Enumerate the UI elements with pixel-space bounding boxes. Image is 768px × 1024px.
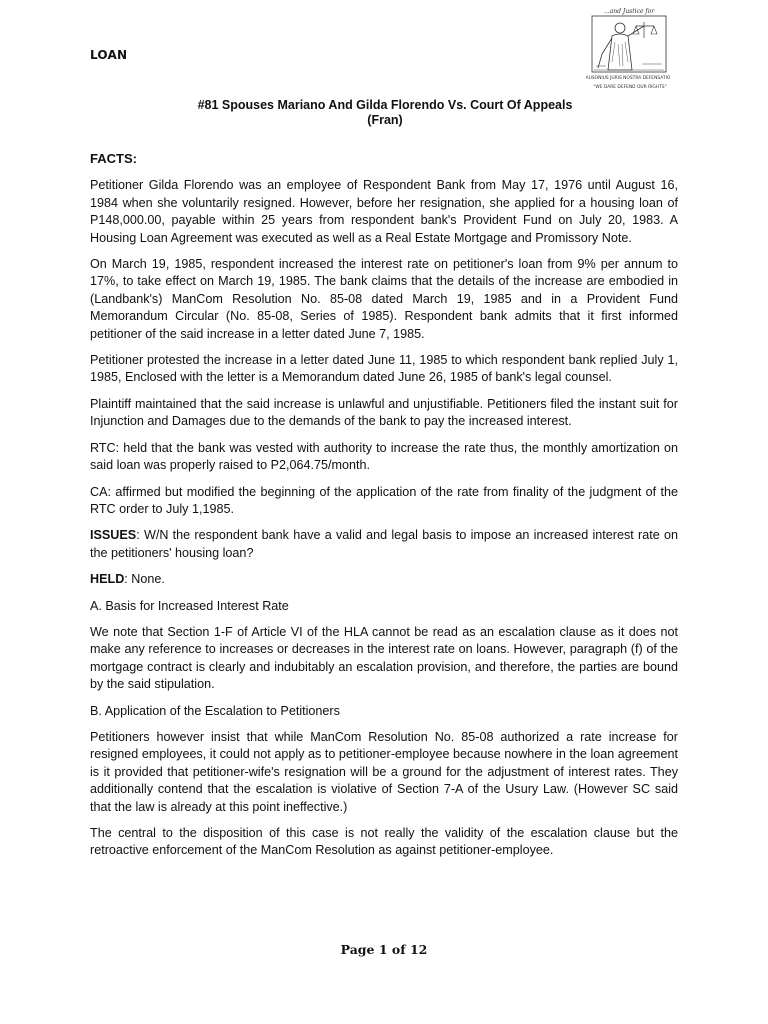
facts-paragraph-2: On March 19, 1985, respondent increased the interest rate on petitioner's loan from 9% per annum to 17%, to take effect on March 19, 1985. The bank claims that the details of the increase are embodied in (Landbank's) ManCom Resolution No. 85-08 dated March 19, 1985 and in a Provident Fund Memorandum Circular (No. 85-08, Series of 1985). Respondent bank admits that it first informed petitioner of the said increase in a letter dated June 7, 1985. xyxy=(90,257,678,341)
document-body xyxy=(90,150,678,869)
closing-paragraph: The central to the disposition of this case is not really the validity of the escalation clause but the retroactive enforcement of the ManCom Resolution as against petitioner-employee. xyxy=(90,826,678,858)
section-b-heading: B. Application of the Escalation to Petitioners xyxy=(90,703,340,718)
facts-paragraph-3: Petitioner protested the increase in a letter dated June 11, 1985 to which respondent bank replied July 1, 1985, Enclosed with the letter is a Memorandum dated June 26, 1985 of bank's legal counsel. xyxy=(90,353,678,385)
facts-paragraph-6: CA: affirmed but modified the beginning of the application of the rate from finality of the judgment of the RTC order to July 1,1985. xyxy=(90,484,678,516)
held-paragraph xyxy=(90,571,678,588)
title-line-1: #81 Spouses Mariano And Gilda Florendo Vs. Court Of Appeals xyxy=(197,98,573,112)
logo-caption-line2: "WE DARE DEFEND OUR RIGHTS" xyxy=(593,85,667,90)
held-text: : None. xyxy=(124,572,165,587)
logo-caption-line1: AUSONIUS JURIS NOSTRA DEFENSATIO xyxy=(585,76,671,81)
logo-top-text: ...and Justice for xyxy=(604,8,655,15)
page-number: Page 1 of 12 xyxy=(340,942,428,957)
document-title xyxy=(90,98,680,128)
facts-heading: FACTS: xyxy=(90,151,137,166)
title-line-2: (Fran) xyxy=(367,113,403,127)
issues-paragraph xyxy=(90,527,678,562)
held-label: HELD xyxy=(90,572,125,587)
section-a-text: We note that Section 1-F of Article VI of the HLA cannot be read as an escalation clause as it does not make any reference to increases or decreases in the interest rate on loans. However, paragraph (f) of the mortgage contract is clearly and indubitably an escalation provision, and therefore, the parties are bound by the said stipulation. xyxy=(90,624,678,692)
lady-justice-seal-icon xyxy=(582,4,674,92)
facts-paragraph-4: Plaintiff maintained that the said increase is unlawful and unjustifiable. Petitioners filed the instant suit for Injunction and Damages due to the demands of the bank to pay the increased interest. xyxy=(90,396,678,429)
issues-label: ISSUES xyxy=(90,528,137,543)
issues-text: : W/N the respondent bank have a valid and legal basis to impose an increased interest rate on the petitioners' housing loan? xyxy=(90,528,678,560)
facts-paragraph-5: RTC: held that the bank was vested with authority to increase the rate thus, the monthly amortization on said loan was properly raised to P2,064.75/month. xyxy=(90,440,678,473)
header-label: LOAN xyxy=(90,48,128,62)
section-a-heading: A. Basis for Increased Interest Rate xyxy=(90,598,289,613)
facts-paragraph-1: Petitioner Gilda Florendo was an employee of Respondent Bank from May 17, 1976 until August 16, 1984 when she voluntarily resigned. However, before her resignation, she applied for a housing loan of P148,000.00, payable within 25 years from respondent bank's Provident Fund on July 20, 1983. A Housing Loan Agreement was executed as well as a Real Estate Mortgage and Promissory Note. xyxy=(90,178,678,245)
section-b-text: Petitioners however insist that while ManCom Resolution No. 85-08 authorized a rate increase for resigned employees, it could not apply as to petitioner-employee because nowhere in the loan agreement is it provided that petitioner-wife's resignation will be a ground for the adjustment of interest rates. They additionally contend that the escalation is violative of Section 7-A of the Usury Law. (However SC said that the law is already at this point ineffective.) xyxy=(90,729,678,814)
